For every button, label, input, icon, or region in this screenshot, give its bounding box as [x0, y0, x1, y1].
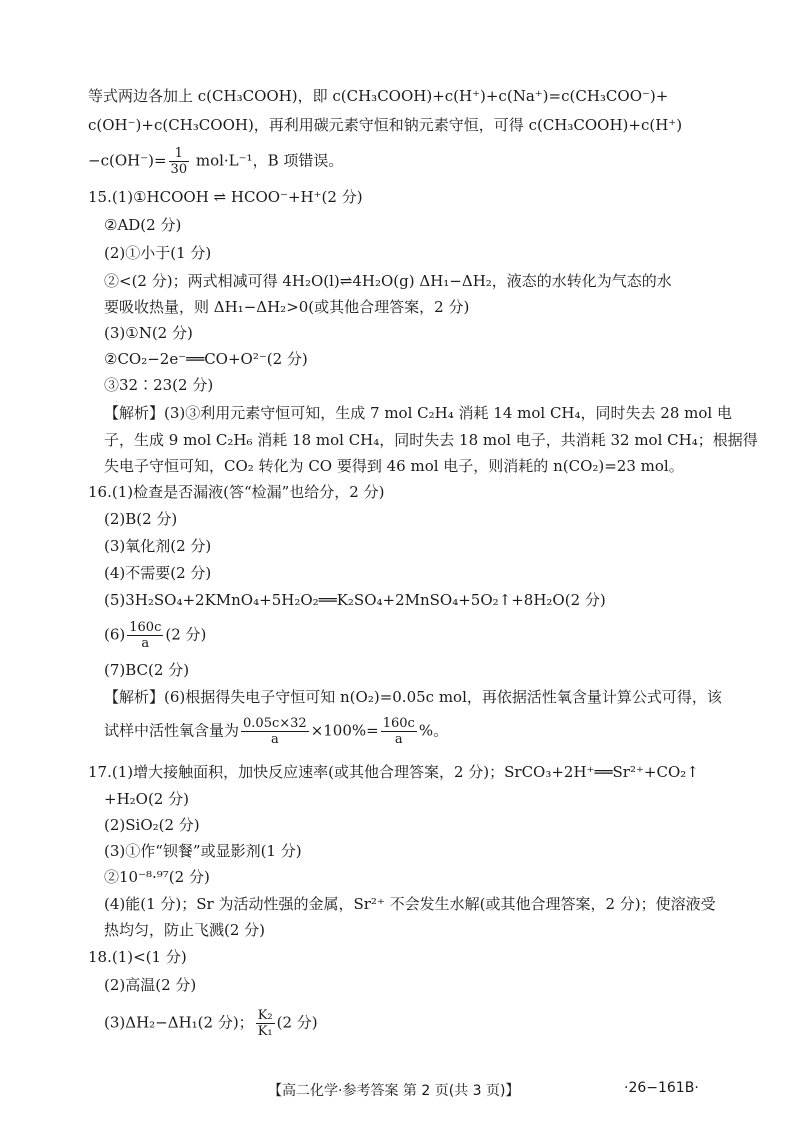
text-segment: 试样中活性氧含量为 [104, 721, 240, 740]
question-15-line: ③32∶23(2 分) [104, 376, 214, 394]
analysis-text: 【解析】(6)根据得失电子守恒可知 n(O₂)=0.05c mol，再依据活性氧含量计算公式可得，该 [104, 688, 722, 706]
question-17-line: +H₂O(2 分) [104, 790, 189, 808]
question-16-line [104, 620, 744, 651]
question-18-line: (2)高温(2 分) [104, 976, 197, 994]
question-17-line: 热均匀，防止飞溅(2 分) [104, 921, 266, 939]
question-16-line: (2)B(2 分) [104, 510, 178, 528]
question-15-line: 15.(1)①HCOOH ⇌ HCOO⁻+H⁺(2 分) [88, 188, 363, 206]
question-16-line: (4)不需要(2 分) [104, 564, 212, 582]
question-18-line [104, 1008, 744, 1039]
question-17-line: (2)SiO₂(2 分) [104, 816, 200, 834]
text-segment: −c(OH⁻)= [88, 151, 167, 170]
question-17-line: 17.(1)增大接触面积，加快反应速率(或其他合理答案，2 分)；SrCO₃+2H⁺══Sr²⁺+CO₂↑ [88, 763, 699, 781]
question-17-line: (3)①作“钡餐”或显影剂(1 分) [104, 842, 302, 860]
text-segment: (6) [104, 625, 126, 644]
question-18-line: 18.(1)<(1 分) [88, 948, 187, 966]
text-segment: ×100%= [310, 721, 379, 740]
fraction [381, 716, 417, 747]
fraction-numerator: K₂ [257, 1008, 273, 1023]
text-line [88, 146, 728, 177]
text-segment: (2 分) [165, 625, 207, 644]
fraction-denominator: a [270, 732, 279, 747]
footer-page-info: 【高二化学·参考答案 第 2 页(共 3 页)】 [268, 1083, 520, 1099]
text-segment: mol·L⁻¹，B 项错误。 [191, 151, 344, 170]
question-17-line: ②10⁻⁸·⁹⁷(2 分) [104, 868, 210, 886]
question-15-line: 要吸收热量，则 ΔH₁−ΔH₂>0(或其他合理答案，2 分) [104, 298, 470, 316]
fraction-denominator: a [394, 732, 403, 747]
question-16-line: (3)氧化剂(2 分) [104, 537, 212, 555]
fraction-denominator: 30 [170, 162, 188, 177]
fraction [169, 146, 190, 177]
question-17-line: (4)能(1 分)；Sr 为活动性强的金属，Sr²⁺ 不会发生水解(或其他合理答案，2 分)；使溶液受 [104, 895, 716, 913]
question-16-line: 16.(1)检查是否漏液(答“检漏”也给分，2 分) [88, 483, 385, 501]
fraction-denominator: a [141, 636, 150, 651]
text-line: 等式两边各加上 c(CH₃COOH)，即 c(CH₃COOH)+c(H⁺)+c(Na⁺)=c(CH₃COO⁻)+ [88, 87, 669, 105]
fraction-numerator: 1 [169, 146, 190, 162]
text-segment: %。 [418, 721, 449, 740]
question-15-line: ②CO₂−2e⁻══CO+O²⁻(2 分) [104, 350, 308, 368]
analysis-text: 【解析】(3)③利用元素守恒可知，生成 7 mol C₂H₄ 消耗 14 mol CH₄，同时失去 28 mol 电 [104, 404, 732, 422]
question-16-line: (5)3H₂SO₄+2KMnO₄+5H₂O₂══K₂SO₄+2MnSO₄+5O₂↑+8H₂O(2 分) [104, 591, 606, 609]
text-segment: (2 分) [276, 1013, 318, 1032]
fraction-numerator: 160c [129, 620, 162, 635]
analysis-text: 子，生成 9 mol C₂H₆ 消耗 18 mol CH₄，同时失去 18 mol 电子，共消耗 32 mol CH₄；根据得 [104, 431, 758, 449]
question-15-line: ②AD(2 分) [104, 216, 182, 234]
fraction [127, 620, 163, 651]
fraction-denominator: K₁ [257, 1024, 273, 1039]
fraction [241, 716, 309, 747]
analysis-text [104, 716, 744, 747]
fraction-numerator: 0.05c×32 [243, 716, 307, 731]
question-15-line: ②<(2 分)；两式相减可得 4H₂O(l)⇌4H₂O(g) ΔH₁−ΔH₂，液态的水转化为气态的水 [104, 272, 672, 290]
fraction [256, 1008, 275, 1039]
question-16-line: (7)BC(2 分) [104, 661, 190, 679]
question-15-line: (3)①N(2 分) [104, 324, 193, 342]
fraction-numerator: 160c [382, 716, 415, 731]
text-segment: (3)ΔH₂−ΔH₁(2 分)； [104, 1013, 254, 1032]
analysis-text: 失电子守恒可知，CO₂ 转化为 CO 要得到 46 mol 电子，则消耗的 n(CO₂)=23 mol。 [104, 457, 684, 475]
text-line: c(OH⁻)+c(CH₃COOH)，再利用碳元素守恒和钠元素守恒，可得 c(CH₃COOH)+c(H⁺) [88, 116, 683, 134]
footer-code: ·26−161B· [624, 1080, 699, 1096]
question-15-line: (2)①小于(1 分) [104, 244, 212, 262]
